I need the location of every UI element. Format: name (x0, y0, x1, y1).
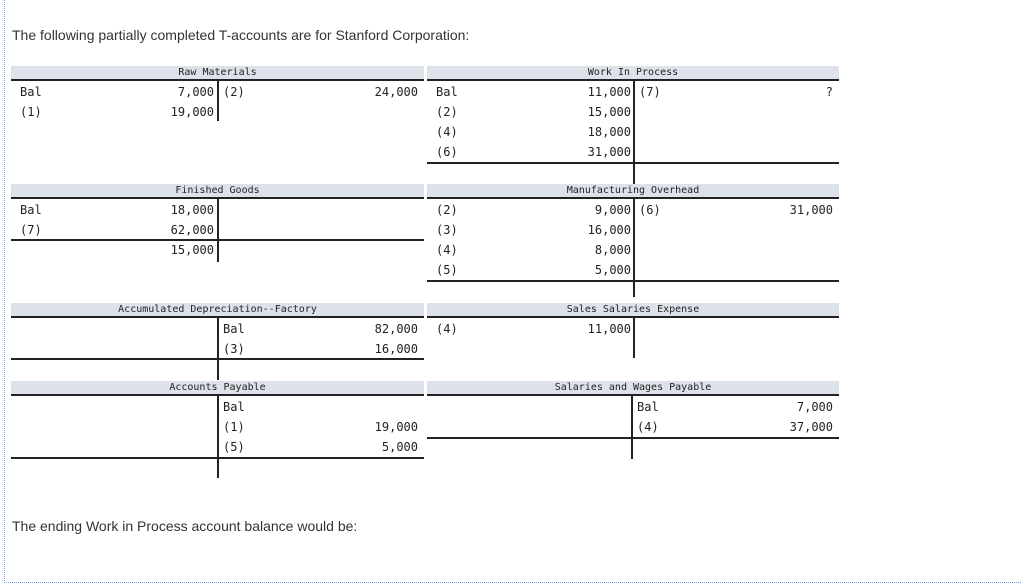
credit-label: Bal (637, 400, 659, 414)
debit-label: (1) (20, 105, 42, 119)
account-row (427, 122, 839, 142)
account-row (11, 240, 424, 260)
credit-value: 24,000 (374, 85, 418, 99)
credit-label: (6) (639, 203, 661, 217)
balance-value: 15,000 (170, 243, 214, 257)
credit-value: 37,000 (789, 420, 833, 434)
credit-label: (7) (639, 85, 661, 99)
debit-label: (2) (436, 105, 458, 119)
credit-value: 19,000 (374, 420, 418, 434)
debit-value: 18,000 (587, 125, 631, 139)
credit-label: (1) (223, 420, 245, 434)
account-row (427, 319, 839, 339)
account-row (11, 339, 424, 359)
total-line (427, 280, 839, 282)
question-prompt: The ending Work in Process account balance would be: (12, 518, 358, 534)
account-row (427, 82, 839, 102)
account-title: Finished Goods (11, 184, 424, 199)
account-row (427, 142, 839, 162)
account-row (427, 260, 839, 280)
debit-value: 19,000 (170, 105, 214, 119)
debit-value: 8,000 (594, 243, 631, 257)
account-row (11, 319, 424, 339)
debit-value: 11,000 (587, 85, 631, 99)
debit-label: (3) (436, 223, 458, 237)
credit-value: 82,000 (374, 322, 418, 336)
account-row (11, 220, 424, 240)
credit-value: 5,000 (381, 440, 418, 454)
debit-label: (7) (20, 223, 42, 237)
credit-label: (3) (223, 342, 245, 356)
intro-text: The following partially completed T-accounts are for Stanford Corporation: (12, 27, 470, 43)
credit-label: (2) (223, 85, 245, 99)
account-title: Raw Materials (11, 66, 424, 81)
total-line (427, 162, 839, 164)
debit-value: 11,000 (587, 322, 631, 336)
account-row (11, 82, 424, 102)
debit-label: (6) (436, 145, 458, 159)
total-line (427, 437, 839, 439)
account-row (11, 200, 424, 220)
debit-label: Bal (436, 85, 458, 99)
debit-label: (2) (436, 203, 458, 217)
account-row (427, 417, 839, 437)
t-account-raw-materials (11, 66, 424, 146)
debit-value: 7,000 (177, 85, 214, 99)
credit-value: 16,000 (374, 342, 418, 356)
account-row (11, 437, 424, 457)
debit-value: 31,000 (587, 145, 631, 159)
account-title: Work In Process (427, 66, 839, 81)
total-line (11, 457, 424, 459)
account-row (427, 200, 839, 220)
account-title: Salaries and Wages Payable (427, 381, 839, 396)
account-title: Accumulated Depreciation--Factory (11, 303, 424, 318)
account-row (11, 102, 424, 122)
t-account-accumulated-depreciation (11, 303, 424, 383)
t-account-work-in-process (427, 66, 839, 186)
account-row (11, 417, 424, 437)
account-row (427, 397, 839, 417)
credit-value: 7,000 (796, 400, 833, 414)
credit-value: 31,000 (789, 203, 833, 217)
debit-label: Bal (20, 203, 42, 217)
account-row (427, 220, 839, 240)
account-title: Sales Salaries Expense (427, 303, 839, 318)
debit-value: 16,000 (587, 223, 631, 237)
debit-label: Bal (20, 85, 42, 99)
debit-value: 9,000 (594, 203, 631, 217)
t-account-salaries-wages-payable (427, 381, 839, 461)
debit-label: (4) (436, 125, 458, 139)
debit-label: (5) (436, 263, 458, 277)
t-account-manufacturing-overhead (427, 184, 839, 304)
t-account-sales-salaries-expense (427, 303, 839, 363)
t-account-finished-goods (11, 184, 424, 264)
debit-value: 62,000 (170, 223, 214, 237)
credit-value: ? (825, 85, 833, 99)
account-row (427, 102, 839, 122)
account-row (427, 240, 839, 260)
account-title: Accounts Payable (11, 381, 424, 396)
credit-label: Bal (223, 322, 245, 336)
debit-value: 5,000 (594, 263, 631, 277)
account-row (11, 397, 424, 417)
account-title: Manufacturing Overhead (427, 184, 839, 199)
credit-label: (5) (223, 440, 245, 454)
t-account-accounts-payable (11, 381, 424, 481)
credit-label: (4) (637, 420, 659, 434)
debit-label: (4) (436, 322, 458, 336)
debit-label: (4) (436, 243, 458, 257)
debit-value: 15,000 (587, 105, 631, 119)
debit-value: 18,000 (170, 203, 214, 217)
credit-label: Bal (223, 400, 245, 414)
